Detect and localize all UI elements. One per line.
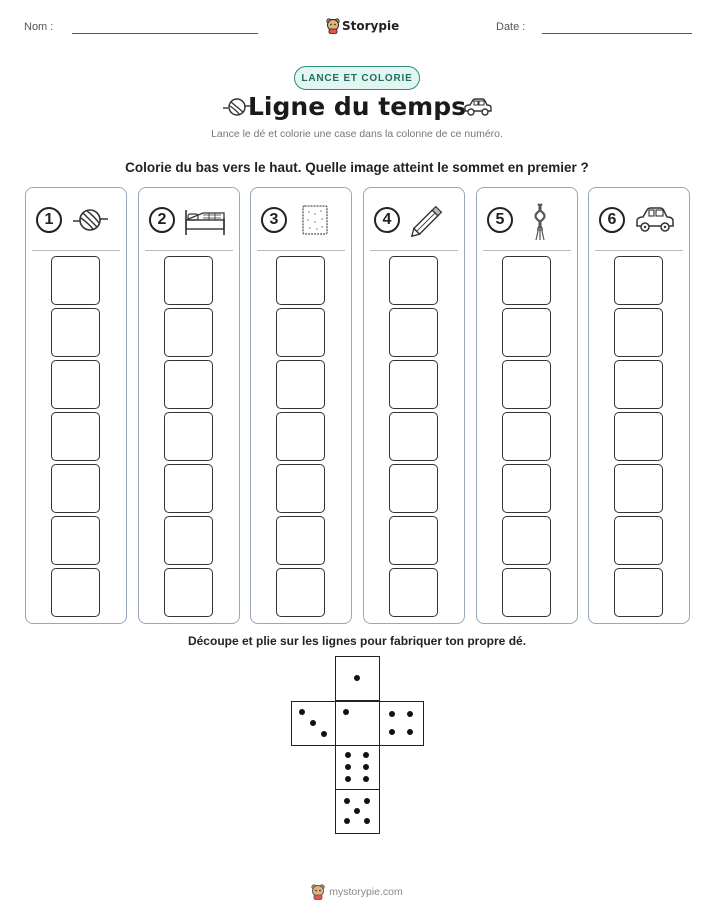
color-cell[interactable] xyxy=(164,516,213,565)
brand-logo xyxy=(326,18,399,34)
die-pip xyxy=(345,764,351,770)
column-number: 1 xyxy=(36,207,62,233)
color-cell[interactable] xyxy=(502,308,551,357)
columns-container xyxy=(0,187,714,624)
color-cell[interactable] xyxy=(502,568,551,617)
color-cell[interactable] xyxy=(614,568,663,617)
color-cell[interactable] xyxy=(502,516,551,565)
die-face-1 xyxy=(335,656,380,701)
bed-icon xyxy=(183,202,227,238)
die-pip xyxy=(354,808,360,814)
column-4 xyxy=(363,187,465,624)
name-label: Nom : xyxy=(24,21,54,33)
activity-badge: LANCE ET COLORIE xyxy=(294,66,420,90)
die-pip xyxy=(345,776,351,782)
header-row xyxy=(0,18,714,42)
name-line xyxy=(72,33,258,34)
cut-instruction: Découpe et plie sur les lignes pour fabriquer ton propre dé. xyxy=(187,634,527,648)
color-cell[interactable] xyxy=(164,412,213,461)
die-face-3 xyxy=(335,701,380,746)
die-pip xyxy=(363,776,369,782)
column-divider xyxy=(145,250,233,251)
color-cell[interactable] xyxy=(51,308,100,357)
color-cell[interactable] xyxy=(51,464,100,513)
color-cell[interactable] xyxy=(502,256,551,305)
color-cell[interactable] xyxy=(502,412,551,461)
die-pip xyxy=(363,764,369,770)
color-cell[interactable] xyxy=(389,256,438,305)
color-cell[interactable] xyxy=(614,360,663,409)
column-header xyxy=(364,202,464,242)
cracker-icon xyxy=(295,202,335,238)
die-face-6 xyxy=(335,789,380,834)
color-cell[interactable] xyxy=(389,308,438,357)
column-header xyxy=(26,202,126,242)
die-pip xyxy=(310,720,316,726)
die-face-4 xyxy=(379,701,424,746)
car-icon xyxy=(462,96,494,118)
subtitle: Lance le dé et colorie une case dans la colonne de ce numéro. xyxy=(211,128,503,140)
die-pip xyxy=(364,798,370,804)
color-cell[interactable] xyxy=(614,308,663,357)
die-pip xyxy=(354,675,360,681)
column-header xyxy=(139,202,239,242)
color-cell[interactable] xyxy=(164,464,213,513)
column-divider xyxy=(483,250,571,251)
column-number: 2 xyxy=(149,207,175,233)
title-row xyxy=(0,92,714,126)
pencil-icon xyxy=(408,202,448,238)
color-cell[interactable] xyxy=(389,412,438,461)
color-cell[interactable] xyxy=(51,256,100,305)
color-cell[interactable] xyxy=(51,412,100,461)
column-number: 6 xyxy=(599,207,625,233)
ball-icon xyxy=(70,202,110,238)
color-cell[interactable] xyxy=(614,516,663,565)
date-label: Date : xyxy=(496,21,526,33)
ball-icon xyxy=(222,96,252,118)
die-pip xyxy=(321,731,327,737)
color-cell[interactable] xyxy=(389,360,438,409)
column-header xyxy=(589,202,689,242)
color-cell[interactable] xyxy=(276,360,325,409)
die-pip xyxy=(299,709,305,715)
color-cell[interactable] xyxy=(502,464,551,513)
color-cell[interactable] xyxy=(276,308,325,357)
color-cell[interactable] xyxy=(276,256,325,305)
color-cell[interactable] xyxy=(389,516,438,565)
color-cell[interactable] xyxy=(614,256,663,305)
color-cell[interactable] xyxy=(614,412,663,461)
color-cell[interactable] xyxy=(389,568,438,617)
footer-url: mystorypie.com xyxy=(329,886,403,898)
car-icon xyxy=(633,202,677,238)
color-cell[interactable] xyxy=(389,464,438,513)
die-pip xyxy=(344,798,350,804)
footer xyxy=(0,884,714,900)
color-cell[interactable] xyxy=(164,308,213,357)
color-cell[interactable] xyxy=(276,412,325,461)
die-face-5 xyxy=(335,745,380,790)
color-cell[interactable] xyxy=(614,464,663,513)
bear-mascot-icon xyxy=(311,884,325,900)
color-cell[interactable] xyxy=(276,568,325,617)
column-6 xyxy=(588,187,690,624)
column-number: 5 xyxy=(487,207,513,233)
color-cell[interactable] xyxy=(502,360,551,409)
column-divider xyxy=(370,250,458,251)
column-header xyxy=(477,202,577,242)
column-divider xyxy=(595,250,683,251)
column-5 xyxy=(476,187,578,624)
column-number: 4 xyxy=(374,207,400,233)
die-pip xyxy=(344,818,350,824)
column-divider xyxy=(32,250,120,251)
die-pip xyxy=(345,752,351,758)
column-header xyxy=(251,202,351,242)
die-face-2 xyxy=(291,701,336,746)
date-line xyxy=(542,33,692,34)
bear-mascot-icon xyxy=(326,18,340,34)
color-cell[interactable] xyxy=(276,464,325,513)
color-cell[interactable] xyxy=(164,256,213,305)
die-pip xyxy=(364,818,370,824)
column-3 xyxy=(250,187,352,624)
braid-icon xyxy=(521,202,561,242)
die-pip xyxy=(343,709,349,715)
instruction-text: Colorie du bas vers le haut. Quelle image atteint le sommet en premier ? xyxy=(125,160,589,175)
die-pip xyxy=(407,729,413,735)
die-pip xyxy=(389,711,395,717)
color-cell[interactable] xyxy=(51,360,100,409)
brand-name: Storypie xyxy=(342,19,400,33)
column-number: 3 xyxy=(261,207,287,233)
die-pip xyxy=(363,752,369,758)
color-cell[interactable] xyxy=(51,568,100,617)
color-cell[interactable] xyxy=(276,516,325,565)
column-1 xyxy=(25,187,127,624)
column-divider xyxy=(257,250,345,251)
die-pip xyxy=(407,711,413,717)
column-2 xyxy=(138,187,240,624)
page-title: Ligne du temps xyxy=(248,92,466,121)
color-cell[interactable] xyxy=(51,516,100,565)
color-cell[interactable] xyxy=(164,360,213,409)
color-cell[interactable] xyxy=(164,568,213,617)
die-pip xyxy=(389,729,395,735)
